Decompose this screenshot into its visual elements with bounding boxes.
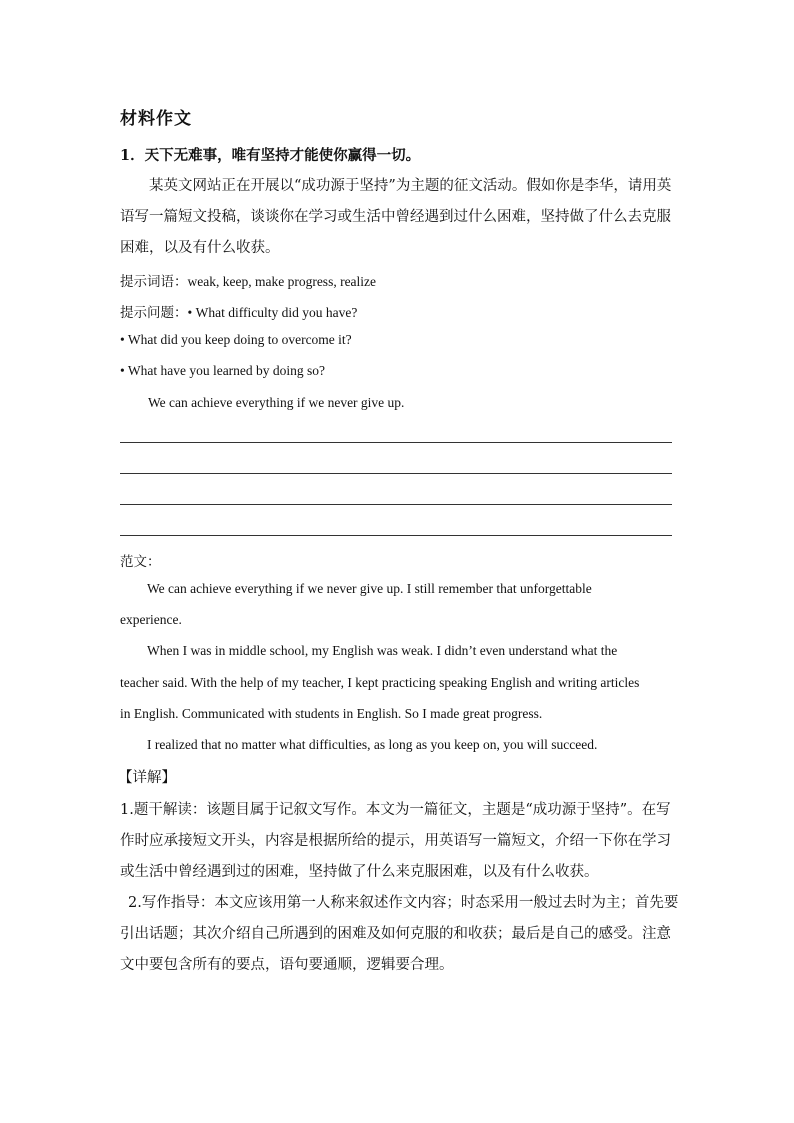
detail-paragraph-2: 2.写作指导：本文应该用第一人称来叙述作文内容；时态采用一般过去时为主；首先要引出话题；其次介绍自己所遇到的困难及如何克服的和收获；最后是自己的感受。注意文中要包含所有的要点，语句要通顺，逻辑要合理。 [120, 895, 679, 973]
model-line: When I was in middle school, my English was weak. I didn’t even understand what the [147, 643, 618, 658]
writing-line[interactable] [120, 442, 672, 443]
prompt-paragraph: 某英文网站正在开展以“成功源于坚持”为主题的征文活动。假如你是李华，请用英语写一篇短文投稿，谈谈你在学习或生活中曾经遇到过什么困难，坚持做了什么去克服困难，以及有什么收获。 [120, 178, 672, 256]
hint-words: weak, keep, make progress, realize [187, 274, 377, 289]
detail-heading: 【详解】 [118, 770, 176, 786]
hint-words-line [120, 270, 376, 290]
section-title: 材料作文 [120, 109, 192, 129]
detail-paragraph-1: 1.题干解读：该题目属于记叙文写作。本文为一篇征文，主题是“成功源于坚持”。在写作时应承接短文开头，内容是根据所给的提示，用英语写一篇短文，介绍一下你在学习或生活中曾经遇到过的困难，坚持做了什么来克服困难，以及有什么收获。 [120, 802, 671, 880]
question-heading: 1．天下无难事，唯有坚持才能使你赢得一切。 [120, 147, 421, 164]
model-line: teacher said. With the help of my teacher, I kept practicing speaking English and writing articles [120, 675, 640, 690]
hint-question-1: • What difficulty did you have? [187, 305, 358, 320]
model-line: We can achieve everything if we never give up. I still remember that unforgettable [147, 581, 592, 596]
hint-question-2: • What did you keep doing to overcome it? [120, 332, 352, 347]
opening-sentence: We can achieve everything if we never give up. [148, 395, 405, 410]
model-line: I realized that no matter what difficulties, as long as you keep on, you will succeed. [147, 737, 598, 752]
hint-words-label: 提示词语： [120, 274, 188, 290]
writing-line[interactable] [120, 473, 672, 474]
writing-line[interactable] [120, 504, 672, 505]
hint-question-3: • What have you learned by doing so? [120, 363, 326, 378]
hint-questions-line [120, 301, 357, 321]
hint-questions-label: 提示问题： [120, 305, 188, 321]
writing-line[interactable] [120, 535, 672, 536]
model-line: experience. [120, 612, 182, 627]
model-line: in English. Communicated with students in English. So I made great progress. [120, 706, 543, 721]
model-essay-label: 范文： [120, 554, 161, 570]
